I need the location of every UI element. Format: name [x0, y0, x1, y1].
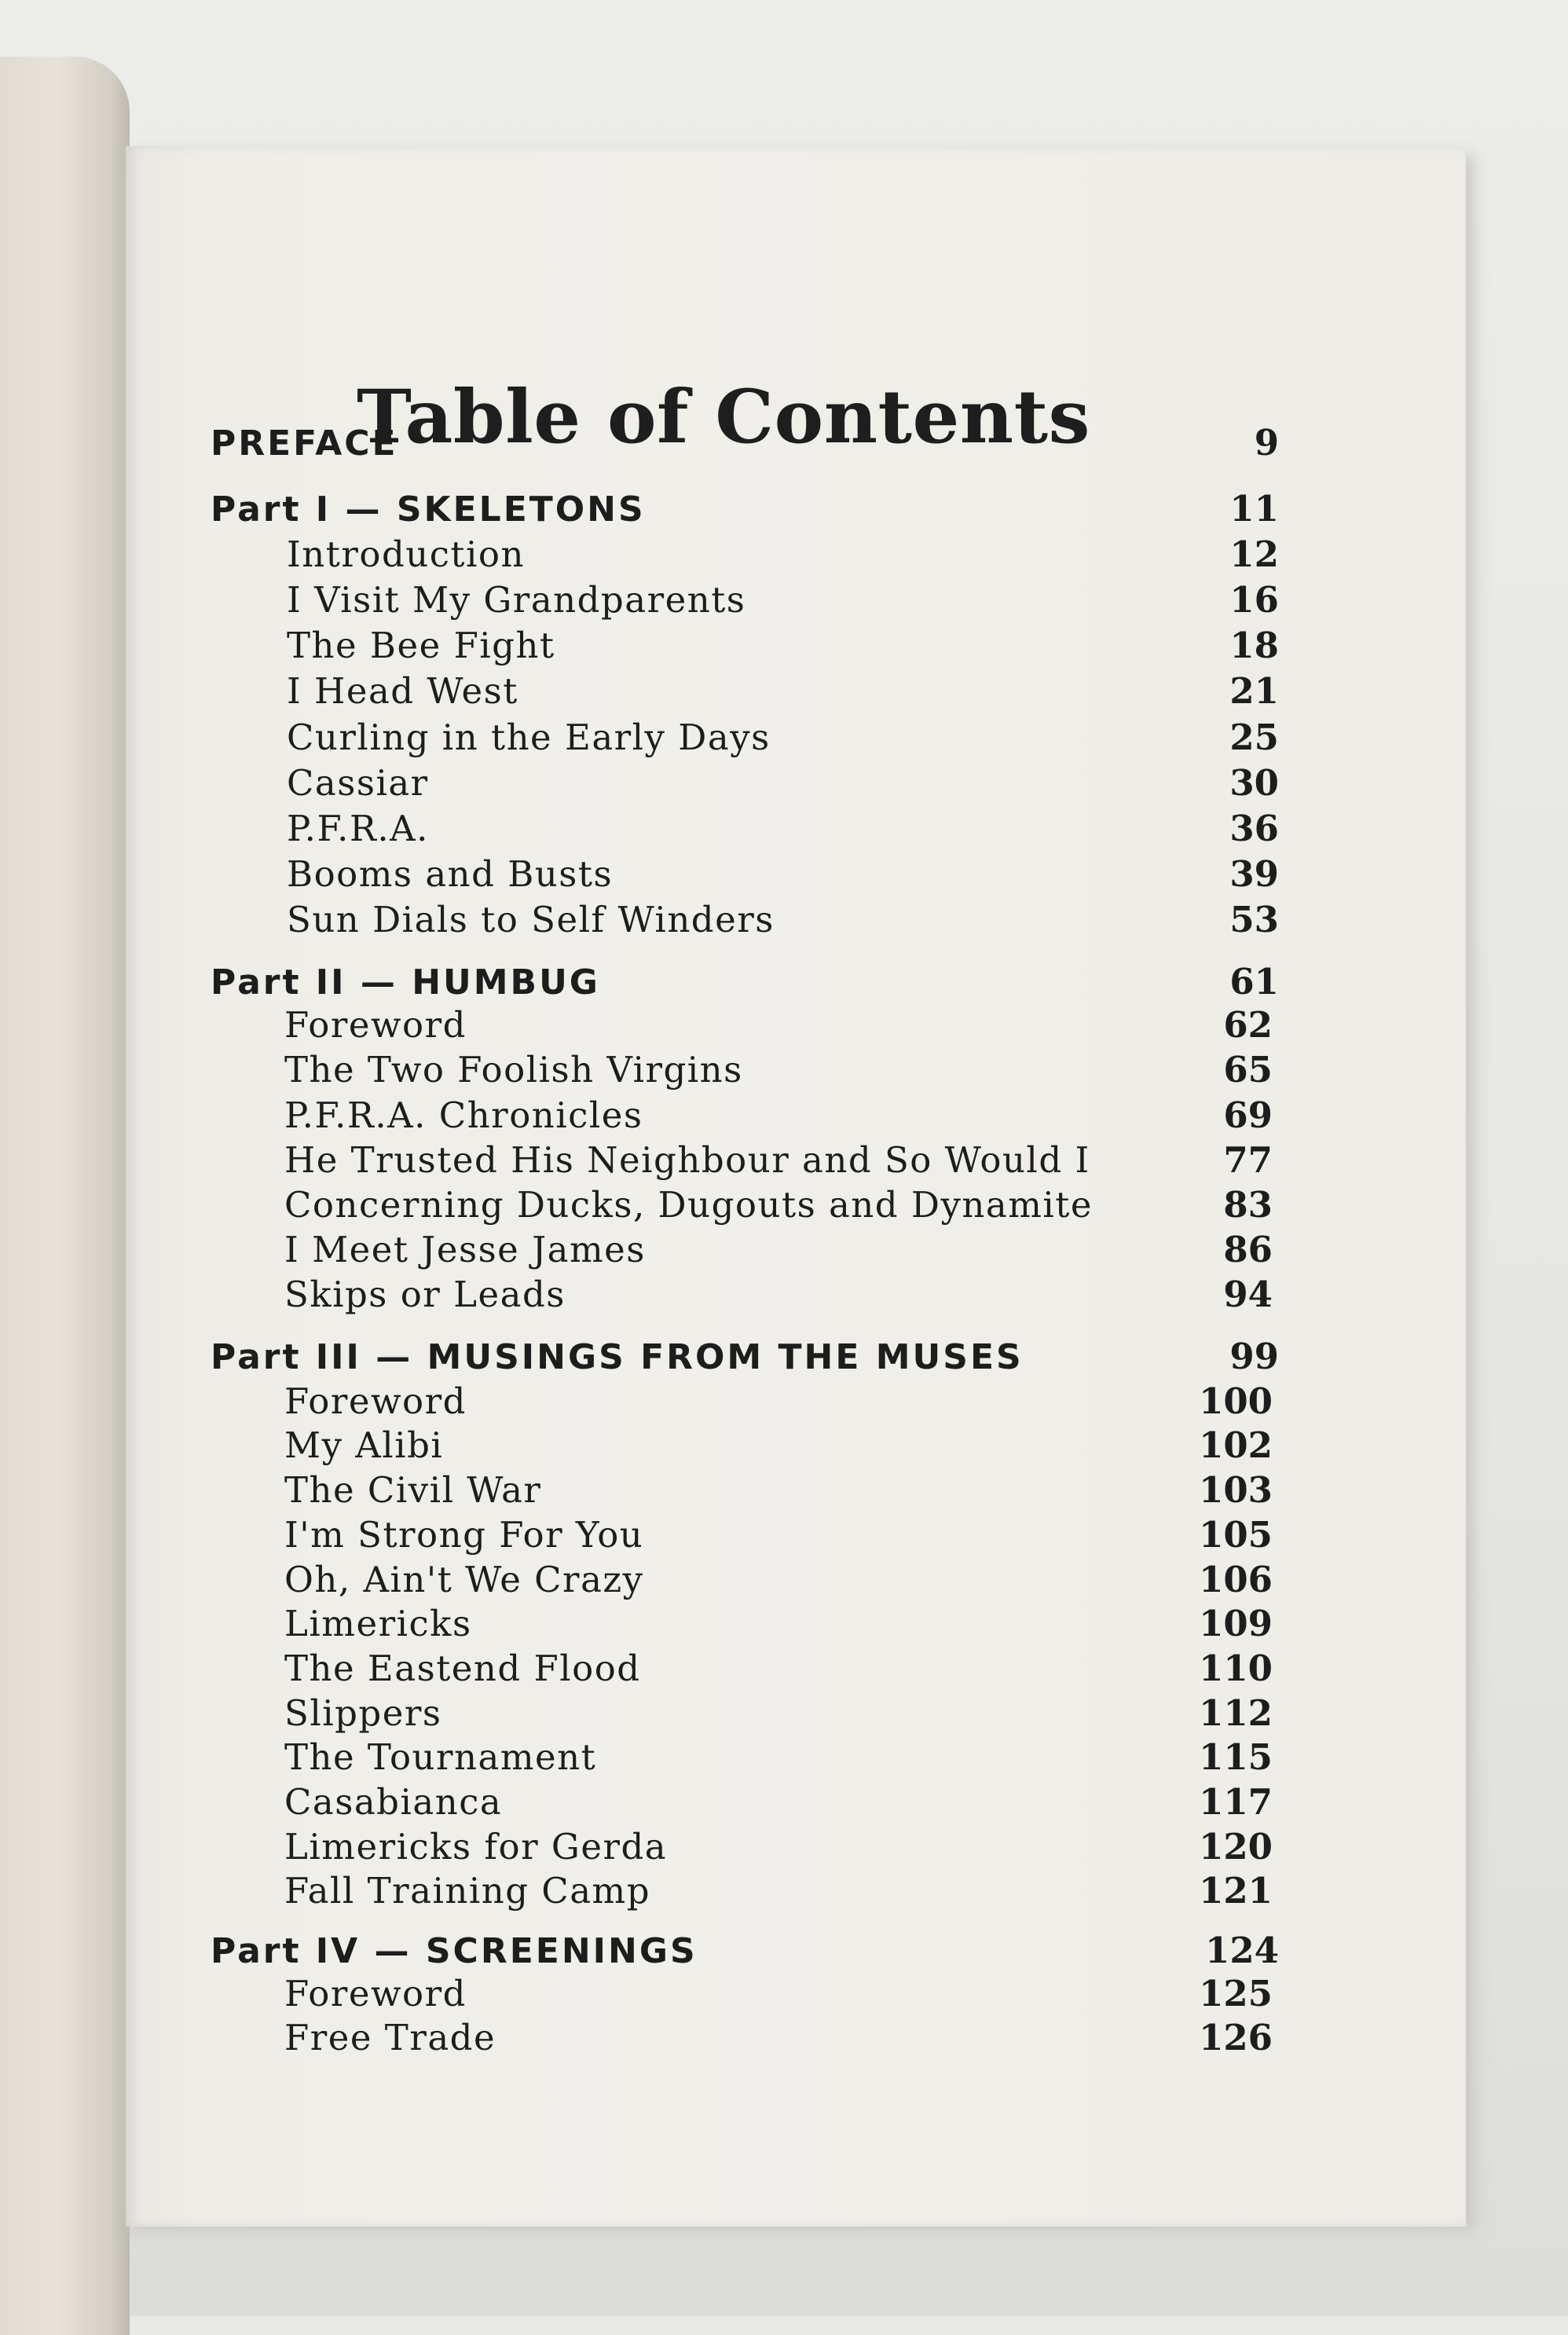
toc-page-number: 39 — [1229, 852, 1279, 895]
toc-part-heading: Part II — HUMBUG — [211, 962, 600, 1003]
toc-chapter-title: Concerning Ducks, Dugouts and Dynamite — [284, 1184, 1093, 1226]
toc-chapter-title: Cassiar — [287, 761, 429, 804]
toc-chapter-title: Casabianca — [284, 1781, 503, 1823]
toc-chapter-title: Foreword — [284, 1004, 467, 1047]
toc-chapter-title: I'm Strong For You — [284, 1513, 644, 1556]
toc-chapter-title: Skips or Leads — [284, 1274, 566, 1316]
toc-page-number: 86 — [1223, 1229, 1273, 1271]
toc-part-heading: Part III — MUSINGS FROM THE MUSES — [211, 1337, 1024, 1377]
toc-chapter-title: I Meet Jesse James — [284, 1229, 646, 1271]
toc-page-number: 121 — [1199, 1870, 1273, 1912]
toc-page-number: 61 — [1229, 961, 1279, 1003]
toc-chapter-title: The Two Foolish Virgins — [284, 1049, 743, 1091]
toc-page-number: 94 — [1223, 1274, 1273, 1316]
toc-page-number: 100 — [1199, 1380, 1273, 1422]
toc-chapter-title: Foreword — [284, 1380, 467, 1422]
toc-page-number: 124 — [1205, 1930, 1279, 1971]
toc-page-number: 103 — [1199, 1469, 1273, 1512]
toc-page-number: 16 — [1229, 579, 1279, 621]
toc-page-number: 112 — [1199, 1692, 1273, 1734]
toc-part-heading: PREFACE — [211, 423, 398, 464]
page-title: Table of Contents — [357, 373, 1090, 460]
toc-chapter-title: Introduction — [287, 533, 525, 576]
toc-page-number: 126 — [1199, 2017, 1273, 2059]
toc-page-number: 9 — [1254, 422, 1279, 464]
toc-chapter-title: He Trusted His Neighbour and So Would I — [284, 1138, 1090, 1181]
toc-part-heading: Part IV — SCREENINGS — [211, 1931, 698, 1971]
toc-chapter-title: The Tournament — [284, 1736, 597, 1779]
toc-page-number: 115 — [1199, 1736, 1273, 1779]
toc-part-heading: Part I — SKELETONS — [211, 489, 646, 530]
toc-chapter-title: P.F.R.A. Chronicles — [284, 1094, 643, 1136]
toc-page-number: 110 — [1199, 1647, 1273, 1689]
toc-page-number: 36 — [1229, 807, 1279, 849]
toc-chapter-title: I Visit My Grandparents — [287, 579, 746, 621]
toc-page-number: 11 — [1229, 488, 1279, 530]
toc-page-number: 105 — [1199, 1513, 1273, 1556]
toc-chapter-title: P.F.R.A. — [287, 807, 429, 849]
toc-chapter-title: Foreword — [284, 1972, 467, 2014]
toc-page-number: 12 — [1229, 533, 1279, 576]
toc-page-number: 62 — [1223, 1004, 1273, 1047]
toc-page-number: 83 — [1223, 1184, 1273, 1226]
toc-page-number: 120 — [1199, 1825, 1273, 1868]
toc-page-number: 65 — [1223, 1049, 1273, 1091]
toc-chapter-title: My Alibi — [284, 1424, 444, 1467]
toc-chapter-title: Oh, Ain't We Crazy — [284, 1558, 644, 1600]
toc-page-number: 109 — [1199, 1603, 1273, 1645]
toc-chapter-title: Slippers — [284, 1692, 442, 1734]
toc-page-number: 106 — [1199, 1558, 1273, 1600]
toc-chapter-title: The Bee Fight — [287, 625, 555, 667]
toc-chapter-title: Sun Dials to Self Winders — [287, 898, 775, 940]
toc-chapter-title: Fall Training Camp — [284, 1870, 651, 1912]
toc-page-number: 18 — [1229, 625, 1279, 667]
toc-page-number: 125 — [1199, 1972, 1273, 2014]
toc-page-number: 77 — [1223, 1138, 1273, 1181]
toc-chapter-title: The Eastend Flood — [284, 1647, 641, 1689]
toc-chapter-title: The Civil War — [284, 1469, 542, 1512]
toc-chapter-title: Booms and Busts — [287, 852, 614, 895]
toc-page-number: 30 — [1229, 761, 1279, 804]
toc-page-number: 69 — [1223, 1094, 1273, 1136]
toc-page-number: 99 — [1229, 1336, 1279, 1377]
toc-chapter-title: Limericks — [284, 1603, 472, 1645]
toc-page-number: 117 — [1199, 1781, 1273, 1823]
toc-chapter-title: I Head West — [287, 670, 518, 713]
toc-page-number: 21 — [1229, 670, 1279, 713]
toc-chapter-title: Curling in the Early Days — [287, 716, 771, 758]
toc-page-number: 102 — [1199, 1424, 1273, 1467]
toc-page-number: 53 — [1229, 898, 1279, 940]
toc-chapter-title: Free Trade — [284, 2017, 496, 2059]
toc-chapter-title: Limericks for Gerda — [284, 1825, 668, 1868]
toc-page-number: 25 — [1229, 716, 1279, 758]
